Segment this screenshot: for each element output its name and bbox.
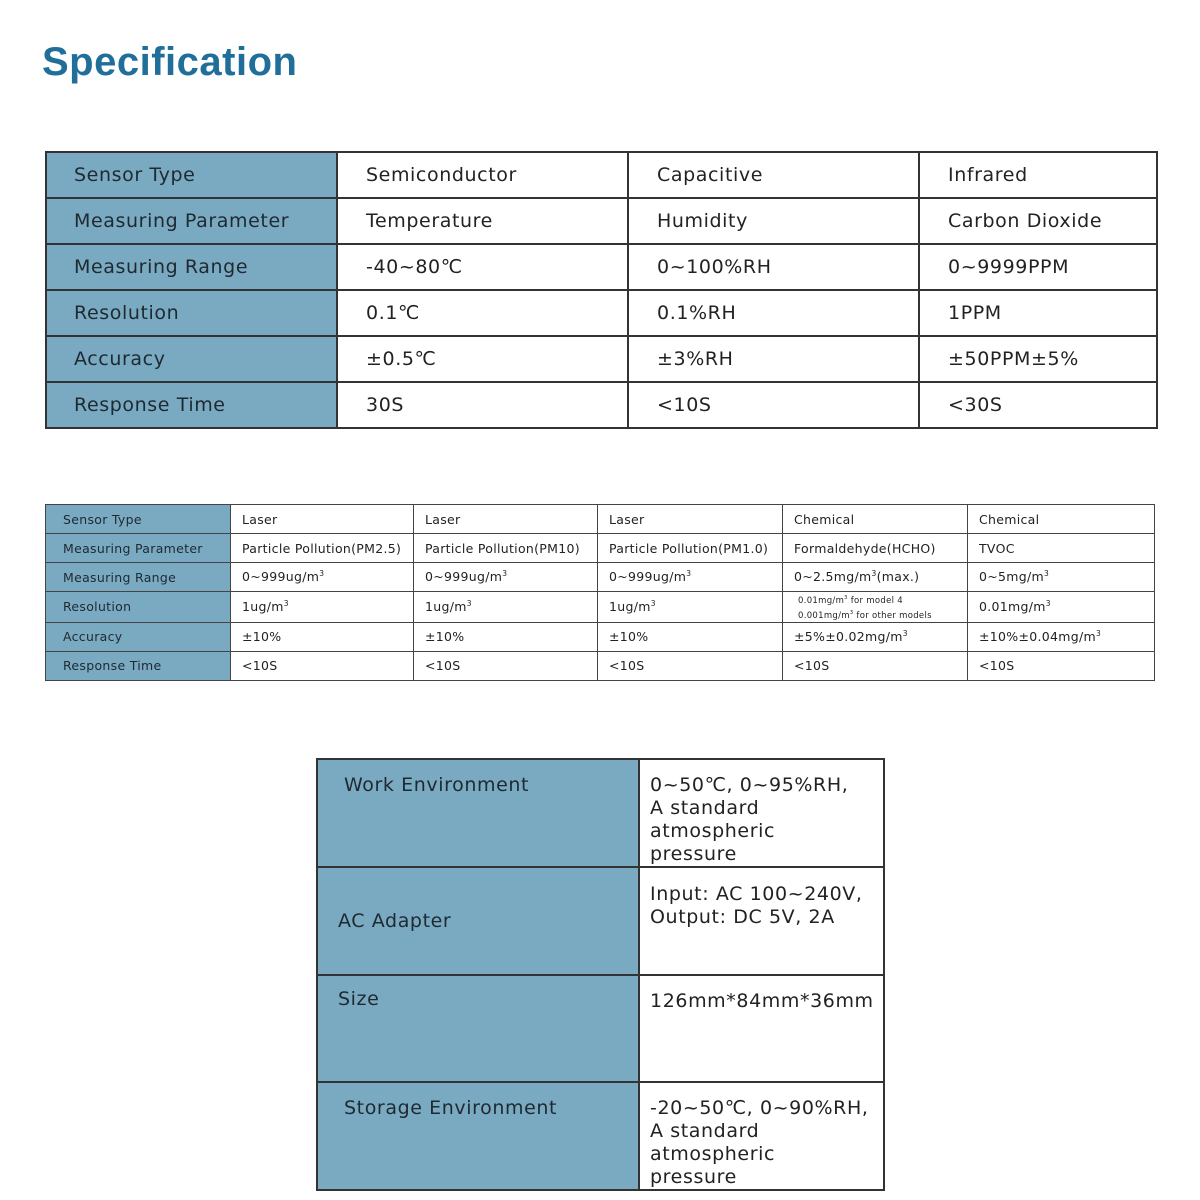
row-label: AC Adapter (317, 867, 639, 975)
cell: <10S (414, 651, 598, 680)
cell: 126mm*84mm*36mm (639, 975, 884, 1082)
cell: 0~100%RH (628, 244, 919, 290)
cell: $0.01mg/m^3$ for model 4 $0.001mg/m^3$ for other models (783, 592, 968, 623)
table-row (46, 336, 1157, 382)
row-label: Sensor Type (46, 152, 337, 198)
row-label: Measuring Range (46, 244, 337, 290)
cell: $1ug/m^3$ (231, 592, 414, 623)
cell: $1ug/m^3$ (414, 592, 598, 623)
cell: <10S (628, 382, 919, 428)
cell: Formaldehyde(HCHO) (783, 534, 968, 563)
table-row (317, 867, 884, 975)
cell: Laser (231, 505, 414, 534)
row-label: Measuring Parameter (46, 534, 231, 563)
row-label: Accuracy (46, 622, 231, 651)
cell: 30S (337, 382, 628, 428)
cell: Laser (598, 505, 783, 534)
cell: TVOC (968, 534, 1155, 563)
cell: Temperature (337, 198, 628, 244)
cell: $0\sim 5mg/m^3$ (968, 563, 1155, 592)
cell: Particle Pollution(PM10) (414, 534, 598, 563)
table-row (46, 622, 1155, 651)
cell: Particle Pollution(PM1.0) (598, 534, 783, 563)
table-row (46, 651, 1155, 680)
table-row (46, 382, 1157, 428)
table-row (317, 975, 884, 1082)
cell: 1PPM (919, 290, 1157, 336)
table-row (46, 152, 1157, 198)
cell: ±3%RH (628, 336, 919, 382)
cell: -20~50℃, 0~90%RH, A standard atmospheric pressure (639, 1082, 884, 1190)
row-label: Response Time (46, 651, 231, 680)
cell: $\pm 10\%\pm 0.04mg/m^3$ (968, 622, 1155, 651)
spec-table-particle-chemical-sensors (45, 504, 1155, 681)
row-label: Storage Environment (317, 1082, 639, 1190)
cell: <10S (968, 651, 1155, 680)
spec-table-environment (316, 758, 885, 1191)
table-row (317, 1082, 884, 1190)
cell: $0\sim 999ug/m^3$ (598, 563, 783, 592)
row-label: Sensor Type (46, 505, 231, 534)
table-row (46, 563, 1155, 592)
cell: Capacitive (628, 152, 919, 198)
cell: Chemical (968, 505, 1155, 534)
cell: Carbon Dioxide (919, 198, 1157, 244)
row-label: Resolution (46, 290, 337, 336)
cell: ±0.5℃ (337, 336, 628, 382)
cell: -40~80℃ (337, 244, 628, 290)
cell: $\pm 5\%\pm 0.02mg/m^3$ (783, 622, 968, 651)
row-label: Measuring Range (46, 563, 231, 592)
table-row (46, 592, 1155, 623)
row-label: Work Environment (317, 759, 639, 867)
cell: $1ug/m^3$ (598, 592, 783, 623)
cell: Input: AC 100~240V, Output: DC 5V, 2A (639, 867, 884, 975)
cell: 0.1℃ (337, 290, 628, 336)
cell: Chemical (783, 505, 968, 534)
cell: 0~9999PPM (919, 244, 1157, 290)
row-label: Response Time (46, 382, 337, 428)
row-label: Measuring Parameter (46, 198, 337, 244)
cell: $0.01mg/m^3$ (968, 592, 1155, 623)
row-label: Resolution (46, 592, 231, 623)
table-row (46, 534, 1155, 563)
table-row (46, 244, 1157, 290)
cell: ±10% (598, 622, 783, 651)
cell: Particle Pollution(PM2.5) (231, 534, 414, 563)
cell: <10S (598, 651, 783, 680)
cell: $0\sim 999ug/m^3$ (414, 563, 598, 592)
cell: $0\sim 2.5mg/m^3(\max.)$ (783, 563, 968, 592)
cell: ±10% (231, 622, 414, 651)
cell: <10S (231, 651, 414, 680)
cell: 0~50℃, 0~95%RH, A standard atmospheric pressure (639, 759, 884, 867)
row-label: Size (317, 975, 639, 1082)
cell: Semiconductor (337, 152, 628, 198)
cell: ±10% (414, 622, 598, 651)
cell: 0.1%RH (628, 290, 919, 336)
table-row (46, 505, 1155, 534)
cell: <30S (919, 382, 1157, 428)
cell: Infrared (919, 152, 1157, 198)
table-row (46, 198, 1157, 244)
cell: Humidity (628, 198, 919, 244)
cell: Laser (414, 505, 598, 534)
cell: ±50PPM±5% (919, 336, 1157, 382)
table-row (317, 759, 884, 867)
spec-table-main-sensors (45, 151, 1158, 429)
cell: <10S (783, 651, 968, 680)
row-label: Accuracy (46, 336, 337, 382)
page-title: Specification (42, 40, 298, 84)
table-row (46, 290, 1157, 336)
cell: $0\sim 999ug/m^3$ (231, 563, 414, 592)
